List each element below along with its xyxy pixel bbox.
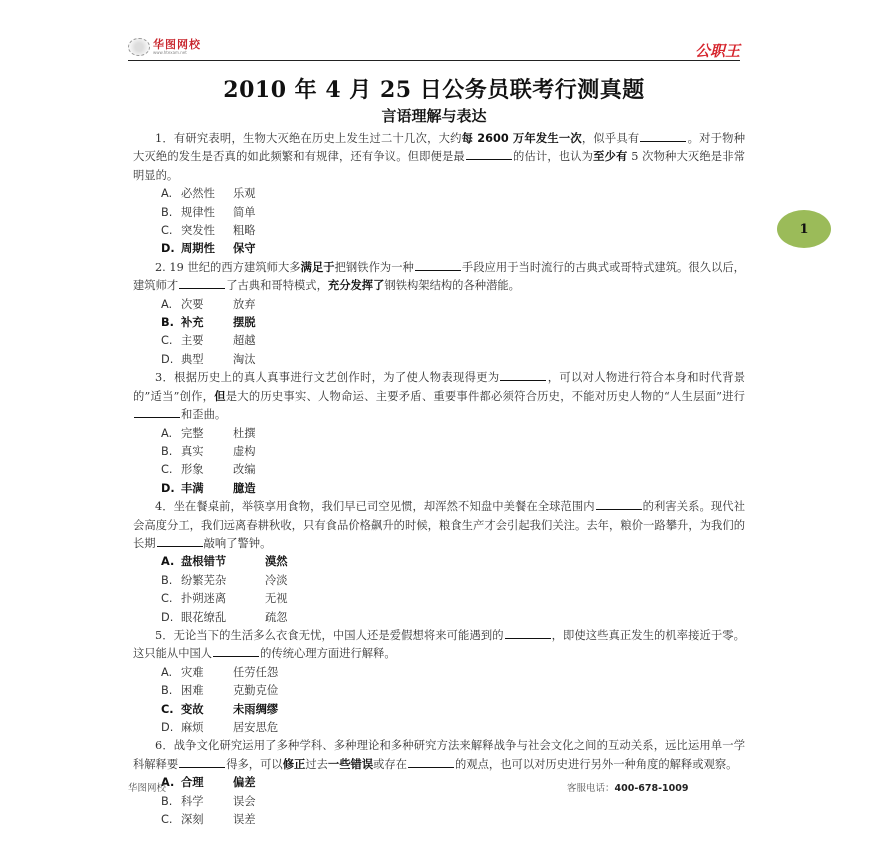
stem-text: ，似乎具有	[581, 132, 640, 145]
option-d	[133, 240, 745, 258]
option-letter: C.	[161, 224, 173, 238]
stem-text: 的传统心理方面进行解释。	[260, 647, 396, 661]
question-stem	[133, 627, 745, 664]
question-2	[133, 259, 745, 369]
answer-blank	[505, 628, 551, 639]
option-letter: C.	[161, 463, 173, 477]
emblem-icon	[128, 38, 150, 56]
option-word-2: 误差	[233, 813, 256, 827]
option-letter: B.	[161, 205, 173, 219]
option-word-1: 盘根错节	[181, 555, 227, 569]
stem-text: 3．根据历史上的真人真事进行文艺创作时，为了使人物表现得更为	[155, 371, 500, 385]
option-word-1: 科学	[181, 794, 204, 808]
option-word-1: 变故	[181, 702, 204, 716]
option-word-2: 粗略	[233, 224, 256, 238]
option-word-2: 臆造	[233, 481, 256, 495]
stem-text: 是大的历史事实、人物命运、主要矛盾、重要事件都必须符合历史，不能对历史人物的“人生层面”进行	[225, 389, 745, 403]
stem-text: 4．坐在餐桌前，举筷享用食物，我们早已司空见惯，却浑然不知盘中美餐在全球范围内	[155, 500, 595, 514]
stem-text: 5 次物种大灭绝是非常明显的。	[133, 150, 745, 182]
answer-blank	[179, 757, 225, 768]
option-word-2: 虚构	[233, 444, 256, 458]
emphasis-text: 一些错误	[327, 757, 374, 771]
option-a	[133, 553, 745, 571]
emphasis-text: 每 2600 万年发生一次	[461, 132, 582, 145]
phone-label: 客服电话：	[567, 783, 615, 794]
answer-blank	[640, 131, 686, 142]
stem-text: 把钢铁作为一种	[334, 260, 414, 274]
option-word-1: 突发性	[181, 224, 215, 238]
question-stem	[133, 259, 745, 296]
option-c	[133, 222, 745, 240]
answer-blank	[408, 757, 454, 768]
stem-text: 6．战争文化研究运用了多种学科、多种理论和多种研究方法来解释战争与社会文化之间的互动关系，远比运用单一学科解释要	[133, 739, 745, 771]
option-letter: A.	[161, 426, 173, 440]
option-letter: C.	[161, 334, 173, 348]
option-word-2: 保守	[233, 242, 256, 256]
emphasis-text: 但	[214, 389, 226, 403]
question-5	[133, 627, 745, 737]
option-word-1: 扑朔迷离	[181, 592, 227, 606]
option-a	[133, 425, 745, 443]
option-word-2: 杜撰	[233, 426, 256, 440]
stem-text: 过去	[305, 757, 328, 771]
option-d	[133, 609, 745, 627]
option-letter: C.	[161, 592, 173, 606]
stem-text: 了古典和哥特模式，	[226, 279, 328, 293]
option-word-2: 疏忽	[265, 610, 288, 624]
stem-text: 1．有研究表明，生物大灭绝在历史上发生过二十几次，大约	[155, 132, 462, 145]
emphasis-text: 满足于	[300, 260, 335, 274]
option-word-1: 完整	[181, 426, 204, 440]
option-d	[133, 351, 745, 369]
logo-url: www.htexam.net	[153, 50, 187, 55]
option-word-1: 形象	[181, 463, 204, 477]
option-word-2: 放弃	[233, 297, 256, 311]
option-b	[133, 793, 745, 811]
option-word-2: 任劳任怨	[233, 665, 279, 679]
option-a	[133, 664, 745, 682]
option-c	[133, 332, 745, 350]
option-letter: A.	[161, 187, 173, 201]
option-b	[133, 443, 745, 461]
document-title: 2010 年 4 月 25 日公务员联考行测真题	[223, 77, 645, 103]
option-word-2: 冷淡	[265, 573, 288, 587]
stem-text: 得多，可以	[226, 757, 283, 771]
stem-text: 的估计，也认为	[512, 150, 594, 164]
option-word-1: 次要	[181, 297, 204, 311]
option-word-1: 规律性	[181, 205, 215, 219]
option-letter: C.	[161, 813, 173, 827]
stem-text: ，可以对人物进行符合本身和时代背景的”适当”创作，	[133, 371, 745, 403]
page-header	[128, 38, 740, 62]
option-letter: D.	[161, 610, 174, 624]
option-word-1: 补充	[181, 316, 204, 330]
option-letter: C.	[161, 702, 174, 716]
option-d	[133, 480, 745, 498]
option-b	[133, 204, 745, 222]
option-word-2: 偏差	[233, 776, 256, 790]
option-word-1: 必然性	[181, 187, 215, 201]
option-letter: A.	[161, 297, 173, 311]
question-stem	[133, 737, 745, 774]
option-word-1: 麻烦	[181, 721, 204, 734]
option-letter: D.	[161, 242, 175, 256]
option-b	[133, 682, 745, 700]
answer-blank	[134, 407, 180, 418]
option-letter: B.	[161, 316, 174, 330]
option-word-2: 无视	[265, 592, 288, 606]
option-word-1: 主要	[181, 334, 204, 348]
option-word-2: 漠然	[265, 555, 288, 569]
emphasis-text: 修正	[282, 757, 306, 771]
option-letter: B.	[161, 684, 173, 698]
option-word-2: 改编	[233, 463, 256, 477]
stem-text: 敲响了警钟。	[203, 536, 272, 550]
option-word-1: 困难	[181, 684, 204, 698]
stem-text: 5．无论当下的生活多么衣食无忧，中国人还是爱假想将来可能遇到的	[155, 628, 504, 642]
option-word-2: 未雨绸缪	[233, 702, 279, 716]
stem-text: 钢铁构架结构的各种潜能。	[384, 279, 520, 293]
page-number-badge: 1	[777, 210, 831, 248]
option-word-2: 克勤克俭	[233, 684, 279, 698]
question-4	[133, 498, 745, 627]
option-word-1: 周期性	[181, 242, 215, 256]
question-1	[133, 130, 745, 259]
answer-blank	[157, 536, 203, 547]
footer-brand: 华图网校	[128, 783, 167, 794]
phone-number: 400-678-1009	[614, 783, 689, 794]
answer-blank	[179, 278, 225, 289]
option-b	[133, 314, 745, 332]
huatu-logo	[128, 38, 201, 56]
option-word-1: 丰满	[181, 481, 204, 495]
emphasis-text: 至少有	[593, 150, 628, 164]
header-divider	[128, 60, 740, 61]
questions-list	[133, 130, 745, 829]
section-title: 言语理解与表达	[381, 107, 487, 125]
option-c	[133, 811, 745, 829]
answer-blank	[213, 646, 259, 657]
option-word-1: 真实	[181, 444, 204, 458]
option-d	[133, 719, 745, 737]
option-word-1: 灾难	[181, 665, 204, 679]
option-a	[133, 185, 745, 203]
stem-text: 。对于物种大灭绝的发生是否真的如此频繁和有规律，还有争议。但即便是最	[133, 132, 745, 164]
stem-text: 的观点，也可以对历史进行另外一种角度的解释或观察。	[455, 757, 738, 771]
option-word-2: 居安思危	[233, 721, 279, 734]
option-word-2: 乐观	[233, 187, 256, 201]
stem-text: 和歪曲。	[181, 408, 227, 422]
option-c	[133, 590, 745, 608]
option-c	[133, 461, 745, 479]
answer-blank	[500, 370, 546, 381]
option-letter: A.	[161, 776, 175, 790]
option-letter: B.	[161, 794, 173, 808]
option-letter: D.	[161, 721, 174, 734]
answer-blank	[415, 260, 461, 271]
option-a	[133, 296, 745, 314]
emphasis-text: 充分发挥了	[327, 279, 385, 293]
option-b	[133, 572, 745, 590]
option-letter: A.	[161, 665, 173, 679]
stem-text: 手段应用于当时流行的古典式或哥特式建筑。很久以后，建筑师才	[133, 260, 745, 293]
logo-name: 华图网校	[153, 38, 201, 51]
stem-text: 2. 19 世纪的西方建筑师大多	[155, 260, 301, 274]
option-word-1: 纷繁芜杂	[181, 573, 227, 587]
option-word-1: 典型	[181, 352, 204, 366]
stem-text: ，即使这些真正发生的机率接近于零。这只能从中国人	[133, 628, 745, 661]
option-word-2: 简单	[233, 205, 256, 219]
option-letter: B.	[161, 444, 173, 458]
option-word-1: 深刻	[181, 813, 204, 827]
option-letter: A.	[161, 555, 175, 569]
question-stem	[133, 130, 745, 185]
option-c	[133, 701, 745, 719]
option-word-2: 摆脱	[233, 316, 256, 330]
option-letter: D.	[161, 481, 175, 495]
footer-contact	[567, 780, 689, 794]
option-letter: B.	[161, 573, 173, 587]
option-word-2: 超越	[233, 334, 256, 348]
stem-text: 或存在	[373, 757, 408, 771]
question-3	[133, 369, 745, 498]
answer-blank	[596, 499, 642, 510]
option-letter: D.	[161, 352, 174, 366]
stem-text: 的利害关系。现代社会高度分工，我们远离春耕秋收，只有食品价格飙升的时候，粮食生产才会引起我们关注。去年，粮价一路攀升，为我们的长期	[133, 500, 745, 550]
option-word-2: 淘汰	[233, 352, 256, 366]
option-word-2: 误会	[233, 794, 256, 808]
gongzhiwang-logo: 公职王	[694, 42, 740, 60]
answer-blank	[466, 149, 512, 160]
question-stem	[133, 498, 745, 553]
option-word-1: 合理	[181, 776, 204, 790]
question-stem	[133, 369, 745, 424]
option-word-1: 眼花缭乱	[181, 610, 227, 624]
